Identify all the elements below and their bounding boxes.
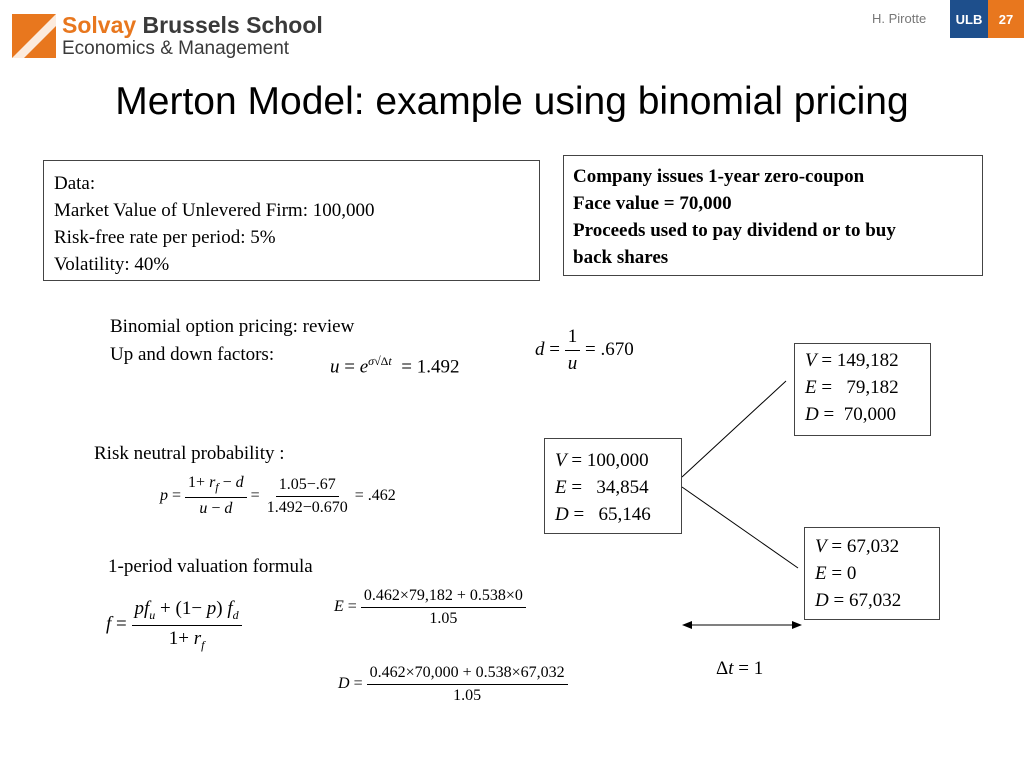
down-E: 0 — [846, 563, 857, 584]
u-value: 1.492 — [416, 356, 460, 378]
E-formula: E = $\frac{0.462\times 79,182 + 0.538\times 0}{1.05}$ — [334, 587, 526, 628]
tree-node-up: V = 149,182 E = 79,182 D = 70,000 — [794, 343, 931, 436]
D-numerator: 0.462×70,000 + 0.538×67,032 — [367, 664, 568, 685]
company-line: back shares — [573, 247, 669, 268]
data-line: Volatility: 40% — [54, 254, 170, 275]
company-line: Face value = 70,000 — [573, 193, 732, 214]
review-heading: Binomial option pricing: review — [110, 316, 355, 337]
tree-node-root: V = 100,000 E = 34,854 D = 65,146 — [544, 438, 682, 534]
p-formula: p = $\frac{1+ r_f - d}{u - d}$ = $\frac{1.05-.67}{1.492-0.670}$ = .462 — [160, 474, 396, 518]
d-formula: d = $\frac{1}{u}$ = .670 — [535, 326, 634, 374]
risk-neutral-label: Risk neutral probability : — [94, 443, 285, 464]
root-E: 34,854 — [596, 477, 649, 498]
author-name: H. Pirotte — [872, 11, 927, 26]
root-V: 100,000 — [586, 450, 649, 471]
page-number: 27 — [988, 0, 1024, 38]
D-denominator: 1.05 — [453, 687, 482, 704]
data-line: Risk-free rate per period: 5% — [54, 227, 276, 248]
brand-subtitle: Economics & Management — [62, 38, 290, 59]
dt-arrow-left-head — [682, 621, 692, 629]
p-numerator: 1.05−.67 — [276, 476, 339, 497]
root-D: 65,146 — [598, 504, 651, 525]
ulb-badge: ULB — [950, 0, 988, 38]
tree-node-down: V = 67,032 E = 0 D = 67,032 — [804, 527, 940, 620]
u-formula: $u = e^{\sigma√\Delta t} = 1.492$ — [330, 354, 460, 378]
valuation-label: 1-period valuation formula — [108, 556, 313, 577]
company-line: Company issues 1-year zero-coupon — [573, 166, 865, 187]
up-V: 149,182 — [836, 350, 899, 371]
p-denominator: 1.492−0.670 — [266, 498, 348, 516]
dt-value: 1 — [753, 658, 764, 679]
f-formula: f = $\frac{pf_u + (1- p) f_d}{1+ r_f}$ — [106, 598, 242, 653]
company-line: Proceeds used to pay dividend or to buy — [573, 220, 896, 241]
data-line: Data: — [54, 173, 96, 194]
updown-label: Up and down factors: — [110, 344, 275, 365]
down-D: 67,032 — [848, 590, 902, 611]
E-denominator: 1.05 — [429, 610, 458, 627]
slide-title: Merton Model: example using binomial pricing — [115, 80, 909, 123]
up-E: 79,182 — [846, 377, 899, 398]
p-value: .462 — [367, 486, 396, 504]
dt-arrow-right-head — [792, 621, 802, 629]
D-formula: D = $\frac{0.462\times 70,000 + 0.538\times 67,032}{1.05}$ — [338, 664, 568, 705]
dt-label: Δt = 1 — [716, 658, 764, 679]
E-numerator: 0.462×79,182 + 0.538×0 — [361, 587, 526, 608]
down-branch-line — [682, 487, 798, 568]
down-V: 67,032 — [846, 536, 900, 557]
data-line: Market Value of Unlevered Firm: 100,000 — [54, 200, 375, 221]
d-value: .670 — [600, 338, 634, 360]
brand-name: Solvay Brussels School — [62, 12, 323, 38]
up-branch-line — [682, 381, 786, 477]
up-D: 70,000 — [843, 404, 896, 425]
